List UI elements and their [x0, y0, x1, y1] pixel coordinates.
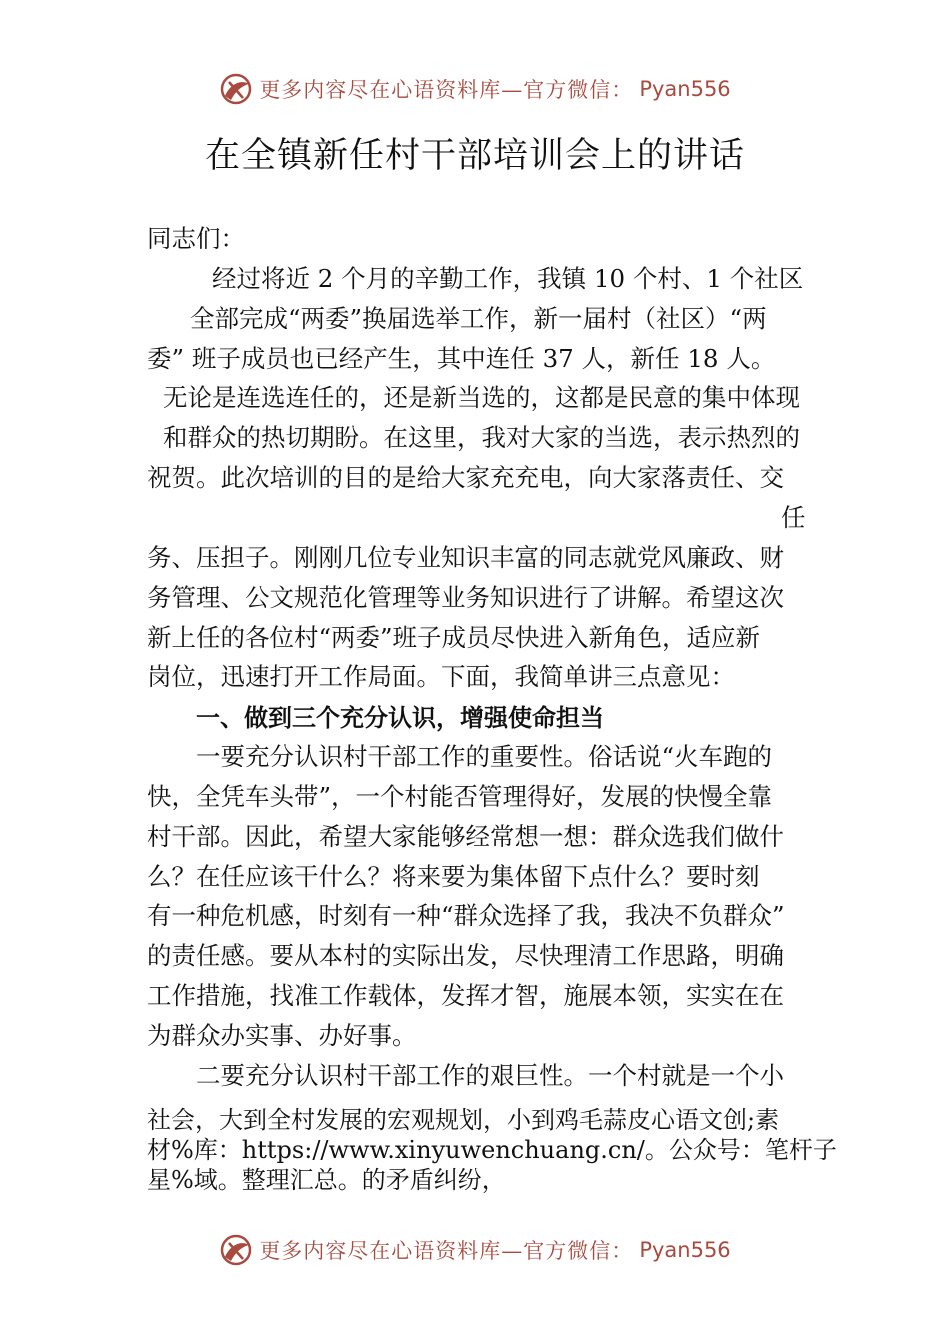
paragraph-line: 一要充分认识村干部工作的重要性。俗话说“火车跑的 [196, 742, 773, 771]
paragraph-line: 无论是连选连任的，还是新当选的，这都是民意的集中体现 [163, 383, 800, 412]
document-title: 在全镇新任村干部培训会上的讲话 [204, 136, 745, 176]
paragraph-line: 为群众办实事、办好事。 [147, 1021, 417, 1050]
banner-text: 更多内容尽在心语资料库—官方微信： [259, 1239, 634, 1263]
logo-icon [219, 1233, 253, 1267]
watermark-banner-top [0, 72, 950, 112]
logo-icon [219, 72, 253, 106]
paragraph-line: 工作措施，找准工作载体，发挥才智，施展本领，实实在在 [147, 981, 784, 1010]
banner-text: 更多内容尽在心语资料库—官方微信： [259, 78, 634, 102]
watermark-banner-bottom [0, 1233, 950, 1273]
paragraph-line: 快，全凭车头带”，一个村能否管理得好，发展的快慢全靠 [147, 782, 773, 811]
banner-wechat-id: Pyan556 [639, 77, 731, 101]
paragraph-line: 材%库：https://www.xinyuwenchuang.cn/。公众号：笔杆子 [147, 1136, 837, 1164]
salutation: 同志们： [147, 224, 245, 253]
paragraph-line: 委” 班子成员也已经产生，其中连任 37 人，新任 18 人。 [147, 344, 776, 373]
banner-wechat-id: Pyan556 [639, 1238, 731, 1262]
paragraph-line: 务、压担子。刚刚几位专业知识丰富的同志就党风廉政、财 [147, 543, 784, 572]
paragraph-line: 经过将近 2 个月的辛勤工作，我镇 10 个村、1 个社区 [212, 264, 804, 293]
paragraph-line: 和群众的热切期盼。在这里，我对大家的当选，表示热烈的 [163, 423, 800, 452]
paragraph-line: 的责任感。要从本村的实际出发，尽快理清工作思路，明确 [147, 941, 784, 970]
paragraph-line: 村干部。因此，希望大家能够经常想一想：群众选我们做什 [147, 822, 784, 851]
section-heading: 一、做到三个充分认识，增强使命担当 [196, 704, 604, 732]
paragraph-line: 祝贺。此次培训的目的是给大家充充电，向大家落责任、交 [147, 463, 784, 492]
paragraph-line: 新上任的各位村“两委”班子成员尽快进入新角色，适应新 [147, 623, 761, 652]
paragraph-line: 岗位，迅速打开工作局面。下面，我简单讲三点意见： [147, 662, 735, 691]
paragraph-line: 二要充分认识村干部工作的艰巨性。一个村就是一个小 [196, 1061, 784, 1090]
paragraph-line: 社会，大到全村发展的宏观规划，小到鸡毛蒜皮心语文创;素 [147, 1106, 780, 1134]
paragraph-line: 有一种危机感，时刻有一种“群众选择了我，我决不负群众” [147, 901, 785, 930]
paragraph-line: 么？在任应该干什么？将来要为集体留下点什么？要时刻 [147, 862, 760, 891]
paragraph-line: 星%域。整理汇总。的矛盾纠纷， [147, 1166, 506, 1194]
paragraph-line: 务管理、公文规范化管理等业务知识进行了讲解。希望这次 [147, 583, 784, 612]
paragraph-line: 任 [781, 503, 806, 532]
paragraph-line: 全部完成“两委”换届选举工作，新一届村（社区）“两 [190, 304, 767, 333]
